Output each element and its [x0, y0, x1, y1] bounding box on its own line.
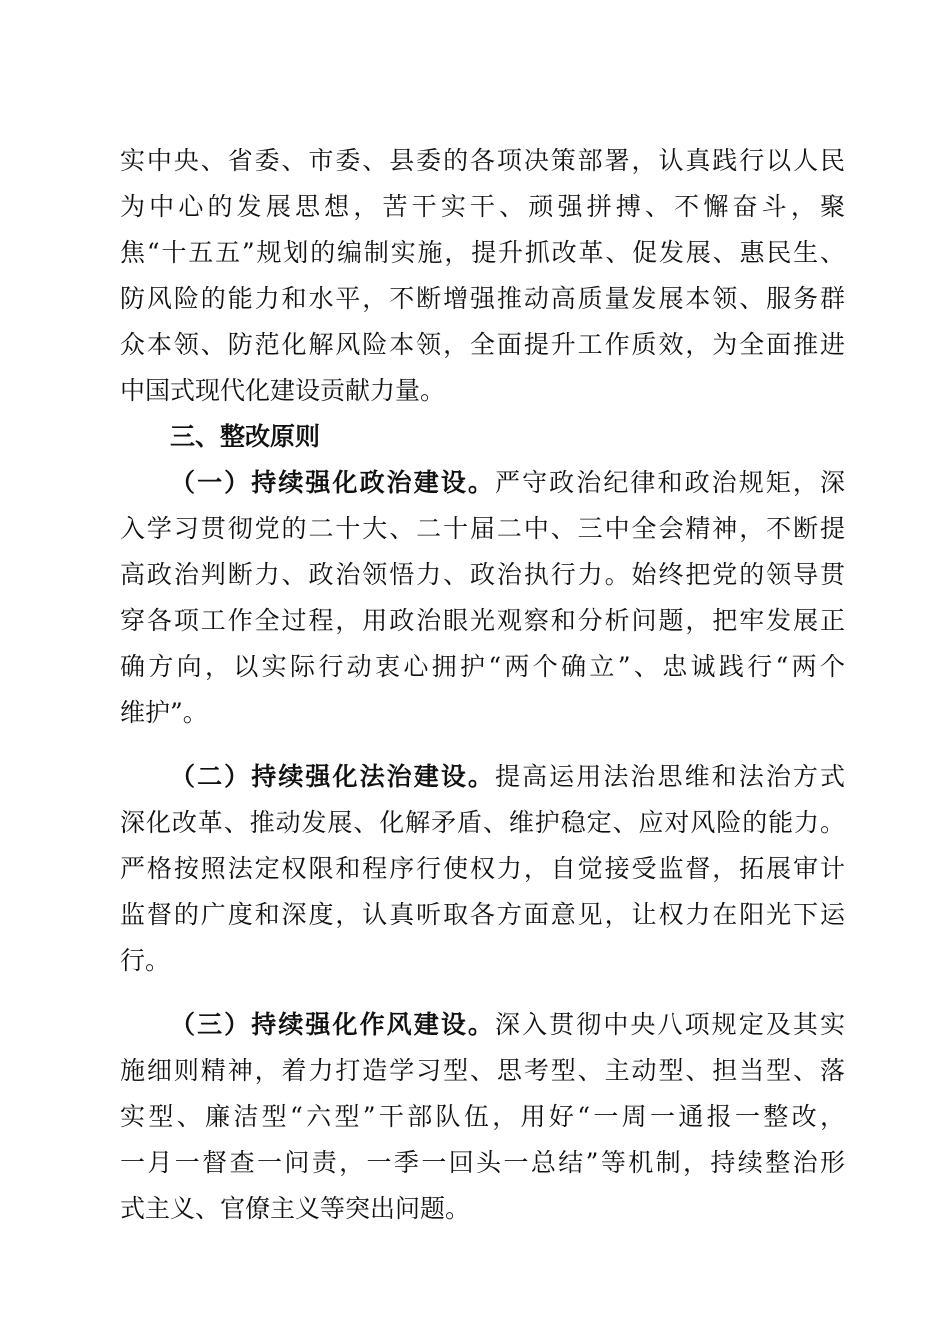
- text-line: 式主义、官僚主义等突出问题。: [120, 1194, 471, 1223]
- text-line: 穿各项工作全过程，用政治眼光观察和分析问题，把牢发展正: [120, 606, 845, 635]
- text-line: 实中央、省委、市委、县委的各项决策部署，认真践行以人民: [120, 146, 845, 175]
- text-line: 严格按照法定权限和程序行使权力，自觉接受监督，拓展审计: [120, 854, 845, 883]
- paragraph-gap: [120, 736, 845, 754]
- principle-title: （一）持续强化政治建设。: [170, 468, 495, 497]
- text-line: 维护”。: [120, 698, 208, 727]
- text-line: 防风险的能力和水平，不断增强推动高质量发展本领、服务群: [120, 284, 845, 313]
- text-line: 一月一督查一问责，一季一回头一总结”等机制，持续整治形: [120, 1148, 845, 1177]
- text-line: 监督的广度和深度，认真听取各方面意见，让权力在阳光下运: [120, 900, 845, 929]
- text-line: 行。: [120, 946, 171, 975]
- text-line: 施细则精神，着力打造学习型、思考型、主动型、担当型、落: [120, 1056, 845, 1085]
- principle-item-2: [120, 754, 845, 984]
- principle-text: 严守政治纪律和政治规矩，深: [495, 468, 845, 497]
- section-heading: 三、整改原则: [170, 422, 321, 451]
- text-line: 焦“十五五”规划的编制实施，提升抓改革、促发展、惠民生、: [120, 238, 845, 267]
- principle-text: 提高运用法治思维和法治方式: [495, 762, 845, 791]
- principle-first-line: [120, 460, 845, 506]
- principle-title: （二）持续强化法治建设。: [170, 762, 495, 791]
- text-line: 中国式现代化建设贡献力量。: [120, 376, 446, 405]
- principle-first-line: [120, 1002, 845, 1048]
- text-line: 实型、廉洁型“六型”干部队伍，用好“一周一通报一整改，: [120, 1102, 845, 1131]
- text-line: 深化改革、推动发展、化解矛盾、维护稳定、应对风险的能力。: [120, 808, 845, 837]
- text-line: 入学习贯彻党的二十大、二十届二中、三中全会精神，不断提: [120, 514, 845, 543]
- principle-title: （三）持续强化作风建设。: [170, 1010, 495, 1039]
- paragraph-gap: [120, 984, 845, 1002]
- principle-first-line: [120, 754, 845, 800]
- document-page: [120, 138, 845, 1232]
- principle-item-3: [120, 1002, 845, 1232]
- principle-item-1: [120, 460, 845, 736]
- text-line: 确方向，以实际行动衷心拥护“两个确立”、忠诚践行“两个: [120, 652, 845, 681]
- principle-text: 深入贯彻中央八项规定及其实: [495, 1010, 845, 1039]
- text-line: 高政治判断力、政治领悟力、政治执行力。始终把党的领导贯: [120, 560, 845, 589]
- text-line: 为中心的发展思想，苦干实干、顽强拼搏、不懈奋斗，聚: [120, 192, 845, 221]
- text-line: 众本领、防范化解风险本领，全面提升工作质效，为全面推进: [120, 330, 845, 359]
- intro-paragraph: [120, 138, 845, 414]
